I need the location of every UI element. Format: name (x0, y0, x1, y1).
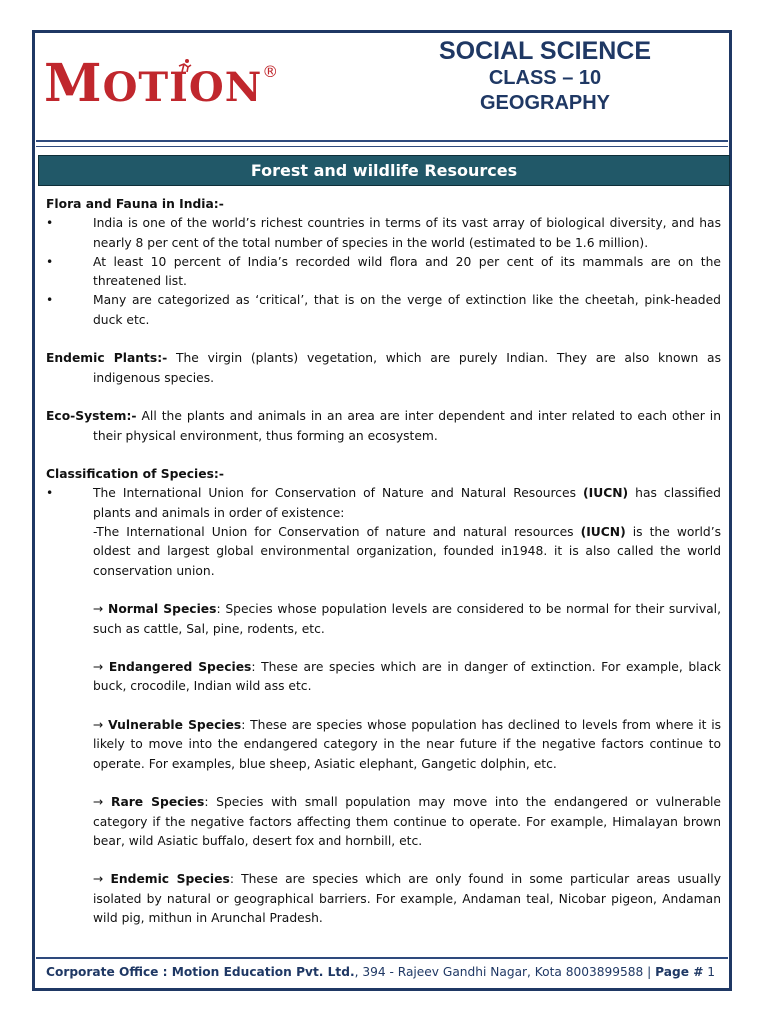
endemic-plants-definition: Endemic Plants:- The virgin (plants) vegetation, which are purely Indian. They are also known as indigenous species. (46, 351, 721, 385)
page-label: Page # (655, 965, 704, 979)
footer-rule (36, 957, 728, 959)
page-number: 1 (703, 965, 716, 979)
branch-title: GEOGRAPHY (479, 92, 611, 114)
page-content (46, 195, 721, 928)
species-vulnerable: → Vulnerable Species: These are species whose population has declined to levels from where it is likely to move into the endangered category in the near future if the negative factors continue to operate. For examples, blue sheep, Asiatic elephant, Gangetic dolphin, etc. (93, 718, 722, 771)
bullet-icon: • (46, 486, 54, 501)
subject-title: SOCIAL SCIENCE (438, 37, 652, 65)
header-rule (36, 140, 728, 142)
flora-heading: Flora and Fauna in India:- (46, 197, 224, 211)
species-endemic: → Endemic Species: These are species which are only found in some particular areas usually isolated by natural or geographical barriers. For example, Andaman teal, Nicobar pigeon, Andaman wild pig, mithun in Arunchal Pradesh. (93, 872, 721, 925)
header-rule-thin (36, 146, 728, 147)
bullet-icon: • (46, 216, 54, 231)
chapter-title: Forest and wildlife Resources (38, 155, 730, 186)
motion-logo (44, 53, 280, 114)
list-item: • The International Union for Conservation of Nature and Natural Resources (IUCN) has classified plants and animals in order of existence: -The International Union for Conservation of nature and natural resources (IUCN) is the world’s oldest and largest global environmental organization, founded in1948. it is also called the world conservation union. (46, 484, 721, 580)
ecosystem-definition: Eco-System:- All the plants and animals in an area are inter dependent and inter related to each other in their physical environment, thus forming an ecosystem. (46, 409, 721, 443)
registered-mark: ® (262, 62, 280, 81)
list-item: • India is one of the world’s richest countries in terms of its vast array of biological diversity, and has nearly 8 per cent of the total number of species in the world (estimated to be 1.6 million). (46, 214, 721, 253)
bullet-icon: • (46, 254, 54, 269)
species-normal: → Normal Species: Species whose population levels are considered to be normal for their survival, such as cattle, Sal, pine, rodents, etc. (93, 602, 721, 636)
bullet-icon: • (46, 293, 54, 308)
list-item: • At least 10 percent of India’s recorded wild flora and 20 per cent of its mammals are on the threatened list. (46, 253, 721, 292)
subject-header (390, 36, 700, 116)
page-footer: Corporate Office : Motion Education Pvt. Ltd., 394 - Rajeev Gandhi Nagar, Kota 8003899588 | Page # 1 (46, 965, 716, 979)
list-item: • Many are categorized as ‘critical’, that is on the verge of extinction like the cheetah, pink-headed duck etc. (46, 291, 721, 330)
logo-letters: OTION (102, 64, 263, 111)
species-rare: → Rare Species: Species with small population may move into the endangered or vulnerable category if the negative factors affecting them continue to operate. For example, Himalayan brown bear, wild Asiatic buffalo, desert fox and hornbill, etc. (93, 795, 721, 848)
species-endangered: → Endangered Species: These are species which are in danger of extinction. For example, black buck, crocodile, Indian wild ass etc. (93, 660, 721, 694)
logo-runner-icon (176, 58, 194, 78)
class-title: CLASS – 10 (488, 67, 602, 89)
classification-heading: Classification of Species:- (46, 467, 224, 482)
logo-letter-m: M (44, 53, 103, 114)
